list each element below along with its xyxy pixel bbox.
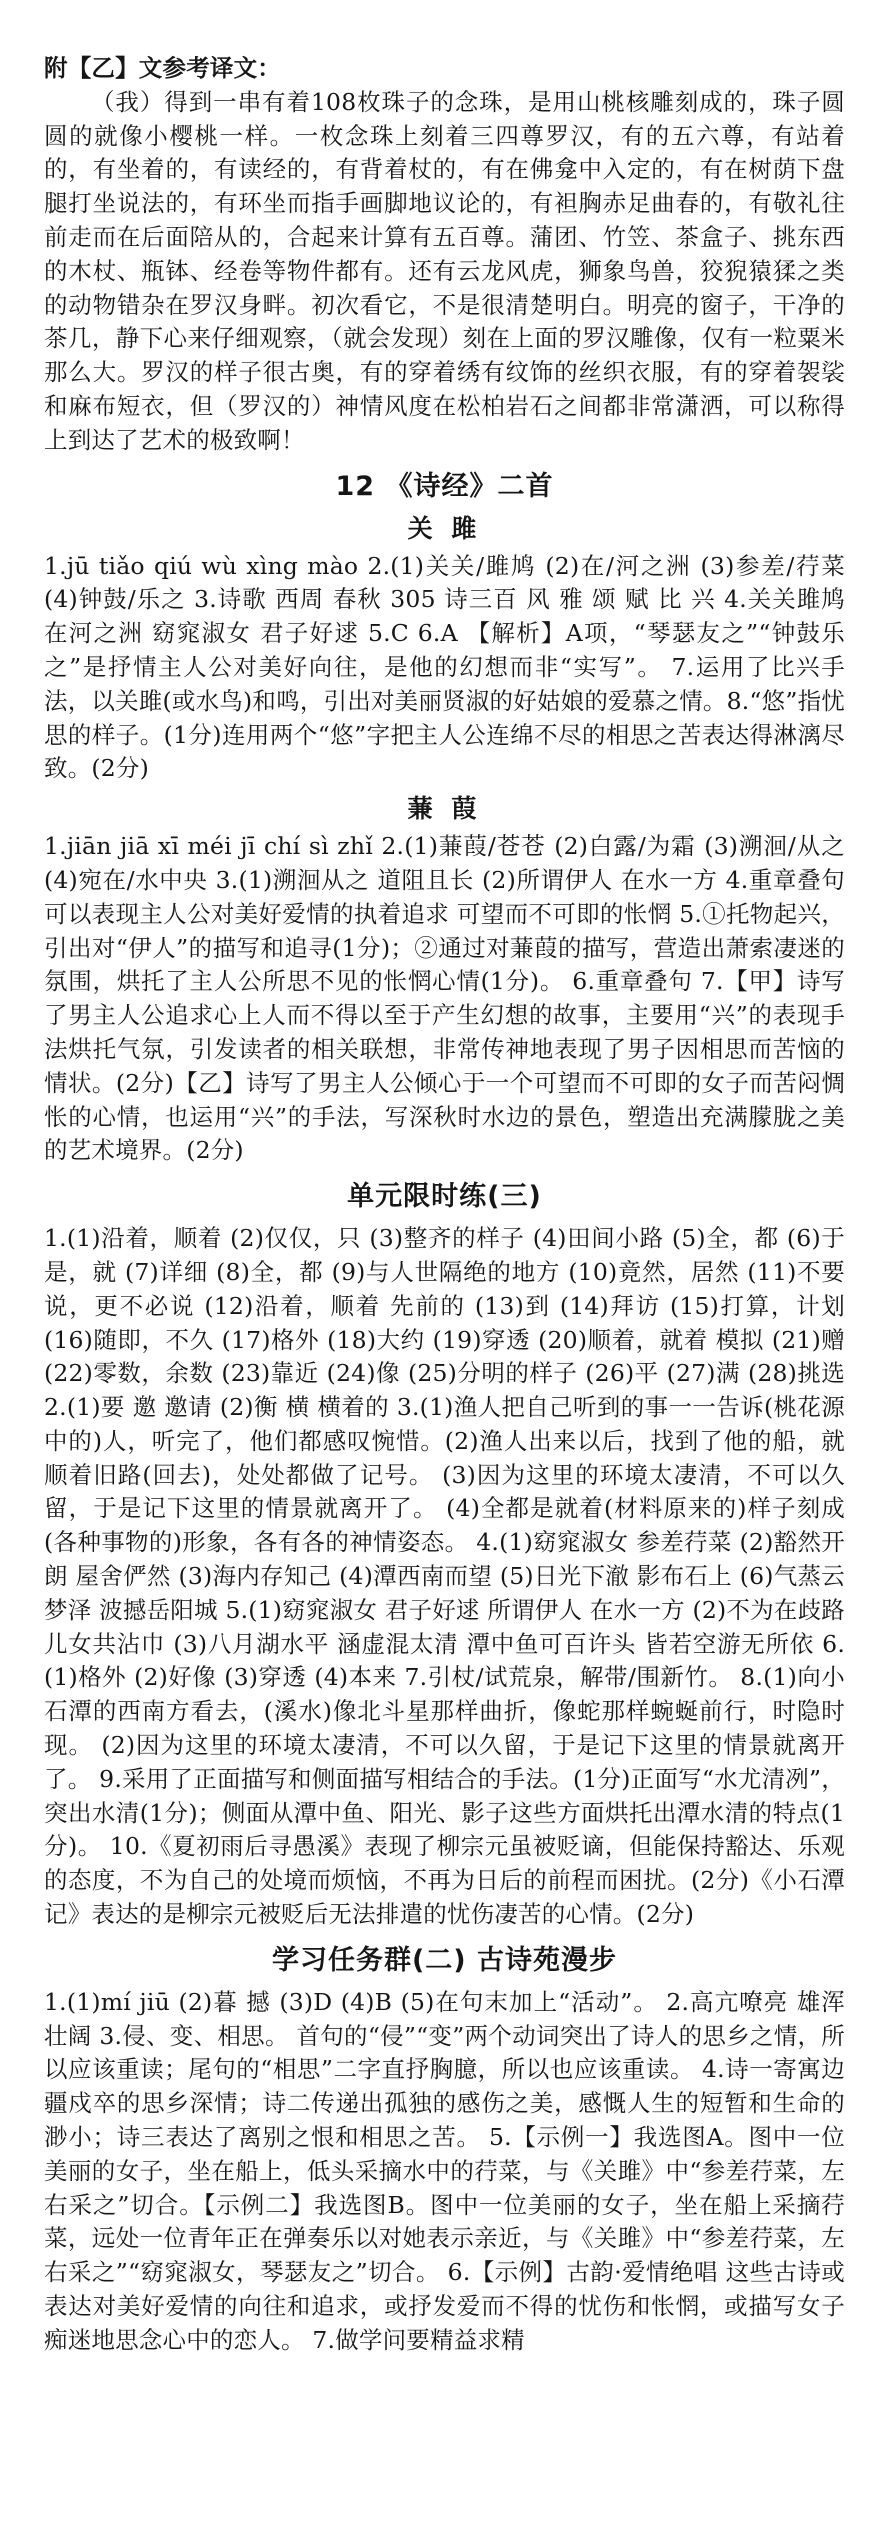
unit-test-section bbox=[44, 1178, 845, 1932]
lesson-12-section bbox=[44, 468, 845, 1169]
jianjia-answers: 1.jiān jiā xī méi jī chí sì zhǐ 2.(1)蒹葭/苍苍 (2)白露/为霜 (3)溯洄/从之 (4)宛在/水中央 3.(1)溯洄从之 道阻且长 (2)所谓伊人 在水一方 4.重章叠句 可以表现主人公对美好爱情的执着追求 可望而不可即的怅惘 5.①托物起兴，引出对“伊人”的描写和追寻(1分)；②通过对蒹葭的描写，营造出萧索凄迷的氛围，烘托了主人公所思不见的怅惘心情(1分)。 6.重章叠句 7.【甲】诗写了男主人公追求心上人而不得以至于产生幻想的故事，主要用“兴”的表现手法烘托气氛，引发读者的相关联想，非常传神地表现了男子因相思而苦恼的情状。(2分)【乙】诗写了男主人公倾心于一个可望而不可即的女子而苦闷惆怅的心情，也运用“兴”的手法，写深秋时水边的景色，塑造出充满朦胧之美的艺术境界。(2分) bbox=[44, 832, 845, 1165]
task-group-section bbox=[44, 1942, 845, 2358]
appendix-section bbox=[44, 52, 845, 458]
unit-test-answers: 1.(1)沿着，顺着 (2)仅仅，只 (3)整齐的样子 (4)田间小路 (5)全，都 (6)于是，就 (7)详细 (8)全，都 (9)与人世隔绝的地方 (10)竟然，居然 (11)不要说，更不必说 (12)沿着，顺着 先前的 (13)到 (14)拜访 (15)打算，计划 (16)随即，不久 (17)格外 (18)大约 (19)穿透 (20)顺着，就着 模拟 (21)赠 (22)零数，余数 (23)靠近 (24)像 (25)分明的样子 (26)平 (27)满 (28)挑选 2.(1)要 邀 邀请 (2)衡 横 横着的 3.(1)渔人把自己听到的事一一告诉(桃花源中的)人，听完了，他们都感叹惋惜。(2)渔人出来以后，找到了他的船，就顺着旧路(回去)，处处都做了记号。 (3)因为这里的环境太凄清，不可以久留，于是记下这里的情景就离开了。 (4)全都是就着(材料原来的)样子刻成(各种事物的)形象，各有各的神情姿态。 4.(1)窈窕淑女 参差荇菜 (2)豁然开朗 屋舍俨然 (3)海内存知己 (4)潭西南而望 (5)日光下澈 影布石上 (6)气蒸云梦泽 波撼岳阳城 5.(1)窈窕淑女 君子好逑 所谓伊人 在水一方 (2)不为在歧路 儿女共沾巾 (3)八月湖水平 涵虚混太清 潭中鱼可百许头 皆若空游无所依 6.(1)格外 (2)好像 (3)穿透 (4)本来 7.引杖/试荒泉，解带/围新竹。 8.(1)向小石潭的西南方看去，(溪水)像北斗星那样曲折，像蛇那样蜿蜒前行，时隐时现。 (2)因为这里的环境太凄清，不可以久留，于是记下这里的情景就离开了。 9.采用了正面描写和侧面描写相结合的手法。(1分)正面写“水尤清冽”，突出水清(1分)；侧面从潭中鱼、阳光、影子这些方面烘托出潭水清的特点(1分)。 10.《夏初雨后寻愚溪》表现了柳宗元虽被贬谪，但能保持豁达、乐观的态度，不为自己的处境而烦恼，不再为日后的前程而困扰。(2分)《小石潭记》表达的是柳宗元被贬后无法排遣的忧伤凄苦的心情。(2分) bbox=[44, 1224, 845, 1929]
guanju-answers: 1.jū tiǎo qiú wù xìng mào 2.(1)关关/雎鸠 (2)在/河之洲 (3)参差/荇菜 (4)钟鼓/乐之 3.诗歌 西周 春秋 305 诗三百 风 雅 颂 赋 比 兴 4.关关雎鸠 在河之洲 窈窕淑女 君子好逑 5.C 6.A 【解析】A项，“琴瑟友之”“钟鼓乐之”是抒情主人公对美好向往，是他的幻想而非“实写”。 7.运用了比兴手法，以关雎(或水鸟)和鸣，引出对美丽贤淑的好姑娘的爱慕之情。8.“悠”指忧思的样子。(1分)连用两个“悠”字把主人公连绵不尽的相思之苦表达得淋漓尽致。(2分) bbox=[44, 551, 845, 783]
task-group-answers: 1.(1)mí jiū (2)暮 撼 (3)D (4)B (5)在句末加上“活动”。 2.高亢嘹亮 雄浑壮阔 3.侵、变、相思。 首句的“侵”“变”两个动词突出了诗人的思乡之情，所以应该重读；尾句的“相思”二字直抒胸臆，所以也应该重读。 4.诗一寄寓边疆戍卒的思乡深情；诗二传递出孤独的感伤之美，感慨人生的短暂和生命的渺小；诗三表达了离别之恨和相思之苦。 5.【示例一】我选图A。图中一位美丽的女子，坐在船上，低头采摘水中的荇菜，与《关雎》中“参差荇菜，左右采之”切合。【示例二】我选图B。图中一位美丽的女子，坐在船上采摘荇菜，远处一位青年正在弹奏乐以对她表示亲近，与《关雎》中“参差荇菜，左右采之”“窈窕淑女，琴瑟友之”切合。 6.【示例】古韵·爱情绝唱 这些古诗或表达对美好爱情的向往和追求，或抒发爱而不得的忧伤和怅惘，或描写女子痴迷地思念心中的恋人。 7.做学问要精益求精 bbox=[44, 1987, 845, 2354]
jianjia-title: 蒹 葭 bbox=[407, 794, 482, 824]
appendix-translation: （我）得到一串有着108枚珠子的念珠，是用山桃核雕刻成的，珠子圆圆的就像小樱桃一样。一枚念珠上刻着三四尊罗汉，有的五六尊，有站着的，有坐着的，有读经的，有背着杖的，有在佛龛中入定的，有在树荫下盘腿打坐说法的，有环坐而指手画脚地议论的，有袒胸赤足曲春的，有敬礼往前走而在后面陪从的，合起来计算有五百尊。蒲团、竹笠、茶盒子、挑东西的木杖、瓶钵、经卷等物件都有。还有云龙风虎，狮象鸟兽，狡猊猿猱之类的动物错杂在罗汉身畔。初次看它，不是很清楚明白。明亮的窗子，干净的茶几，静下心来仔细观察，（就会发现）刻在上面的罗汉雕像，仅有一粒粟米那么大。罗汉的样子很古奥，有的穿着绣有纹饰的丝织衣服，有的穿着袈裟和麻布短衣，但（罗汉的）神情风度在松柏岩石之间都非常潇洒，可以称得上到达了艺术的极致啊！ bbox=[44, 87, 845, 454]
appendix-label: 附【乙】文参考译文： bbox=[44, 54, 281, 82]
appendix-heading bbox=[44, 52, 845, 86]
guanju-title: 关 雎 bbox=[407, 513, 482, 543]
lesson-12-title: 12 《诗经》二首 bbox=[335, 470, 554, 502]
unit-test-title: 单元限时练(三) bbox=[347, 1181, 542, 1213]
task-group-title: 学习任务群(二) 古诗苑漫步 bbox=[271, 1944, 618, 1976]
